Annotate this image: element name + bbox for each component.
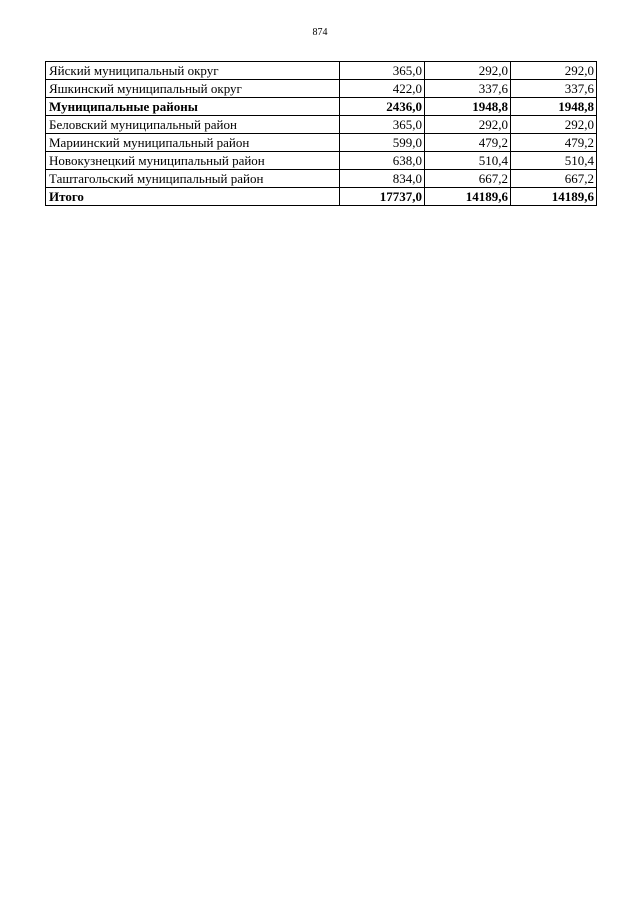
row-value-2: 292,0 (425, 62, 511, 80)
row-value-1: 365,0 (340, 62, 425, 80)
row-name: Таштагольский муниципальный район (46, 170, 340, 188)
row-value-2: 667,2 (425, 170, 511, 188)
row-value-1: 17737,0 (340, 188, 425, 206)
row-value-2: 510,4 (425, 152, 511, 170)
table-row (46, 152, 597, 170)
row-value-3: 14189,6 (511, 188, 597, 206)
row-value-3: 1948,8 (511, 98, 597, 116)
row-value-1: 638,0 (340, 152, 425, 170)
row-value-1: 422,0 (340, 80, 425, 98)
page-number: 874 (312, 27, 328, 38)
row-name: Муниципальные районы (46, 98, 340, 116)
row-value-3: 292,0 (511, 62, 597, 80)
row-value-2: 1948,8 (425, 98, 511, 116)
row-name: Яйский муниципальный округ (46, 62, 340, 80)
row-value-3: 510,4 (511, 152, 597, 170)
row-value-3: 337,6 (511, 80, 597, 98)
row-value-2: 292,0 (425, 116, 511, 134)
table-row-total (46, 188, 597, 206)
row-value-1: 599,0 (340, 134, 425, 152)
table-row-subtotal (46, 98, 597, 116)
row-name: Итого (46, 188, 340, 206)
row-value-3: 479,2 (511, 134, 597, 152)
table-row (46, 62, 597, 80)
table-row (46, 134, 597, 152)
row-name: Яшкинский муниципальный округ (46, 80, 340, 98)
row-value-3: 667,2 (511, 170, 597, 188)
row-value-1: 2436,0 (340, 98, 425, 116)
row-value-2: 337,6 (425, 80, 511, 98)
row-name: Мариинский муниципальный район (46, 134, 340, 152)
row-value-2: 14189,6 (425, 188, 511, 206)
table-row (46, 80, 597, 98)
row-value-1: 834,0 (340, 170, 425, 188)
row-value-2: 479,2 (425, 134, 511, 152)
row-value-1: 365,0 (340, 116, 425, 134)
row-name: Беловский муниципальный район (46, 116, 340, 134)
row-value-3: 292,0 (511, 116, 597, 134)
table-row (46, 170, 597, 188)
row-name: Новокузнецкий муниципальный район (46, 152, 340, 170)
budget-table (45, 61, 597, 206)
table-row (46, 116, 597, 134)
